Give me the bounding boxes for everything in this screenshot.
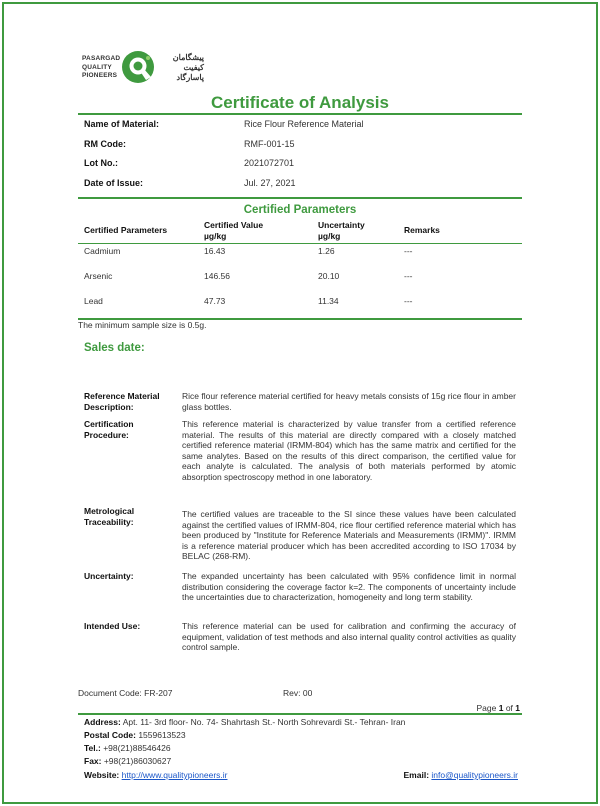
page-title: Certificate of Analysis — [211, 93, 389, 112]
section-text-uncertainty: The expanded uncertainty has been calculated with 95% confidence limit in normal distribution considering the coverage factor k=2. The components of uncertainty include the uncertainties due to characterization, homogeneity and long term stability. — [182, 571, 516, 602]
footer-email: Email: info@qualitypioneers.ir — [403, 770, 518, 780]
footer-divider — [78, 713, 522, 715]
document-code: Document Code: FR-207 — [78, 688, 173, 698]
section-label-description: Reference Material Description: — [84, 391, 160, 412]
section-label-intended-use: Intended Use: — [84, 621, 141, 631]
footer-telephone: Tel.: +98(21)88546426 — [84, 743, 171, 753]
footer-fax: Fax: +98(21)86030627 — [84, 756, 172, 766]
row-value: 16.43 — [204, 246, 226, 256]
header-parameter: Certified Parameters — [84, 225, 168, 235]
sales-date-heading: Sales date: — [84, 342, 145, 354]
section-text-description: Rice flour reference material certified for heavy metals consists of 15g rice flour in amber glass bottles. — [182, 391, 516, 412]
row-uncertainty: 11.34 — [318, 296, 339, 306]
row-remarks: --- — [404, 271, 413, 281]
row-uncertainty: 20.10 — [318, 271, 340, 281]
revision: Rev: 00 — [283, 688, 313, 698]
row-parameter: Cadmium — [84, 246, 121, 256]
page-number: Page 1 of 1 — [476, 703, 520, 713]
row-value: 47.73 — [204, 296, 226, 306]
section-label-uncertainty: Uncertainty: — [84, 571, 134, 581]
header-uncertainty: Uncertainty µg/kg — [318, 220, 365, 241]
footer-address: Address: Apt. 11- 3rd floor- No. 74- Shahrtash St.- North Sohrevardi St.- Tehran- Iran — [84, 717, 406, 727]
row-remarks: --- — [404, 296, 413, 306]
section-text-procedure: This reference material is characterized by value transfer from a certified reference material. The results of this material are directly compared with a closely matched certified reference material (IRMM-804) which has the same matrix and certified for the same analytes. Based on the results of this direct comparison, the certified value for each analyte is calculated. The analysis of both materials performed by atomic absorption spectroscopy method in one laboratory. — [182, 419, 516, 482]
parameters-title: Certified Parameters — [243, 204, 357, 216]
row-value: 146.56 — [204, 271, 230, 281]
footer-postal-code: Postal Code: 1559613523 — [84, 730, 186, 740]
title-divider — [78, 113, 522, 115]
header-remarks: Remarks — [404, 225, 440, 235]
logo-persian-text: پیشگامان کیفیت پاسارگاد — [172, 53, 204, 82]
section-text-traceability: The certified values are traceable to the SI since these values have been calculated against the certified values of IRMM-804, rice flour certified reference material which has been produced by "Institute for Reference Materials and Measurements (IRMM)". IRMM is a reference material producer which has been accredited according to ISO 17034 by BELAC (268-RM). — [182, 509, 516, 561]
row-uncertainty: 1.26 — [318, 246, 335, 256]
section-label-procedure: Certification Procedure: — [84, 419, 134, 440]
header-certified-value: Certified Value µg/kg — [204, 220, 264, 241]
footer-website: Website: http://www.qualitypioneers.ir — [84, 770, 228, 780]
section-label-traceability: Metrological Traceability: — [84, 506, 135, 527]
row-parameter: Lead — [84, 296, 103, 306]
section-text-intended-use: This reference material can be used for calibration and confirming the accuracy of equipment, validation of test methods and also internal quality control activities as quality control sample. — [182, 621, 516, 652]
table-header-divider — [78, 243, 522, 244]
row-remarks: --- — [404, 246, 413, 256]
info-divider — [78, 197, 522, 199]
website-link[interactable]: http://www.qualitypioneers.ir — [121, 770, 228, 780]
row-parameter: Arsenic — [84, 271, 113, 281]
min-sample-note: The minimum sample size is 0.5g. — [78, 320, 207, 330]
logo-q-icon — [120, 49, 156, 85]
company-logo — [82, 47, 212, 91]
email-link[interactable]: info@qualitypioneers.ir — [431, 770, 518, 780]
logo-english-text: PASARGAD QUALITY PIONEERS — [82, 55, 121, 79]
